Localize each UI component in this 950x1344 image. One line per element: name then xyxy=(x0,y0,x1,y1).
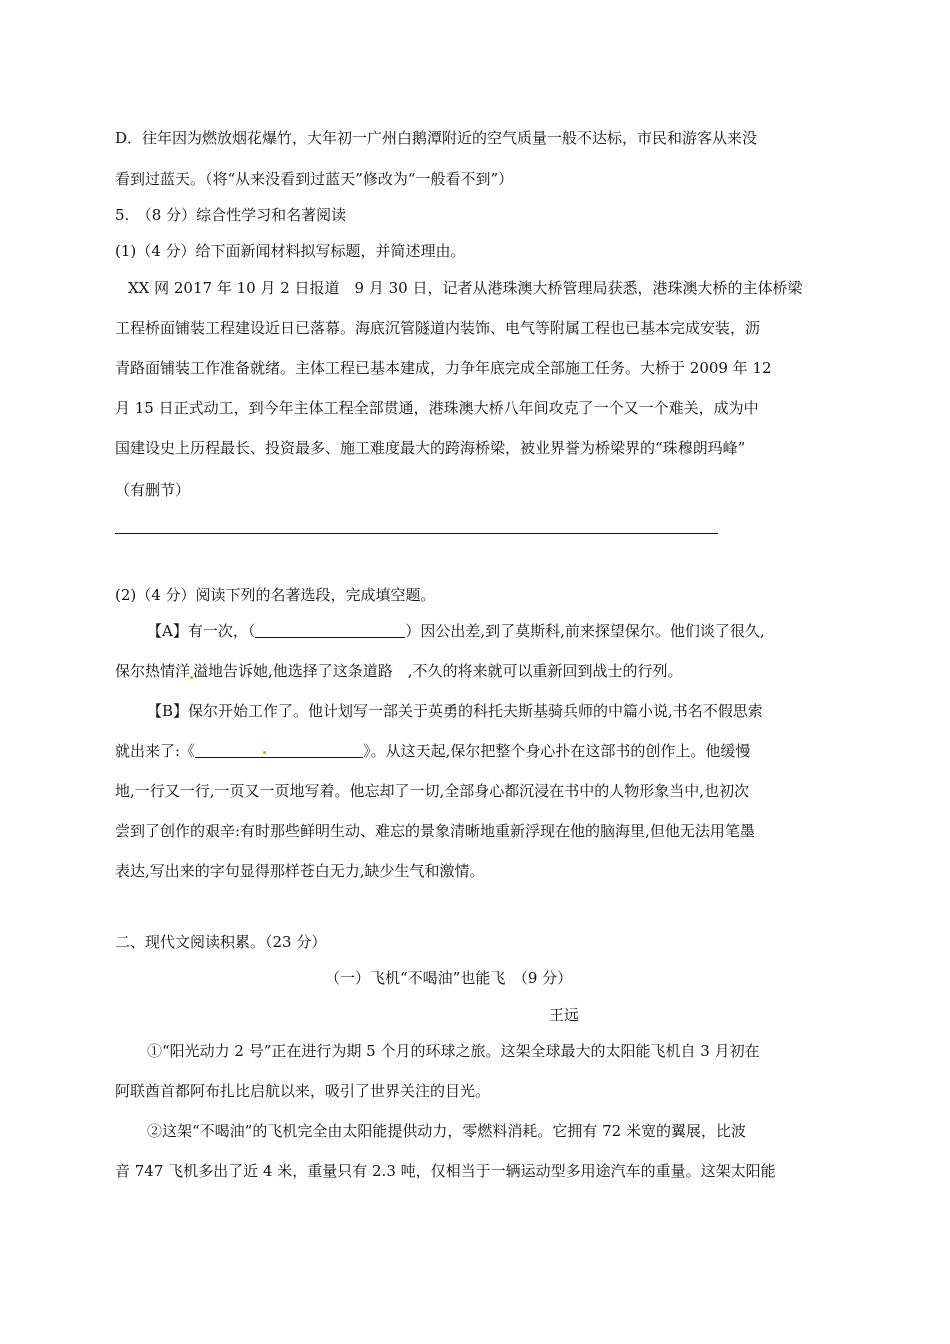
excerpt-b-prefix: 就出来了:《 xyxy=(115,742,196,760)
article-paragraph-line: ②这架“不喝油”的飞机完全由太阳能提供动力，零燃料消耗。它拥有 72 米宽的翼展，比波 xyxy=(147,1122,746,1140)
fill-blank-a[interactable] xyxy=(255,621,405,638)
excerpt-a-line-2 xyxy=(115,661,683,681)
mark-dot xyxy=(263,751,266,754)
article-author: 王远 xyxy=(549,1006,580,1024)
excerpt-b-line: 地,一行又一行,一页又一页地写着。他忘却了一切,全部身心都沉浸在书中的人物形象当中,也初次 xyxy=(115,782,750,800)
answer-line[interactable] xyxy=(115,533,718,534)
excerpt-b-suffix: 》。从这天起,保尔把整个身心扑在这部书的创作上。他缓慢 xyxy=(363,742,751,760)
section-2-title: 二、现代文阅读积累。（23 分） xyxy=(115,933,327,951)
excerpt-b-line-1: 【B】保尔开始工作了。他计划写一部关于英勇的科托夫斯基骑兵师的中篇小说,书名不假思索 xyxy=(147,702,763,720)
excerpt-a-text: 溢地告诉她,他选择了这条道路 ,不久的将来就可以重新回到战士的行列。 xyxy=(193,662,683,680)
excerpt-a-prefix: 【A】有一次，（ xyxy=(147,622,256,640)
fill-blank-b[interactable] xyxy=(195,741,363,758)
article-paragraph-line: 阿联酋首都阿布扎比启航以来，吸引了世界关注的目光。 xyxy=(115,1082,491,1100)
excerpt-a-suffix: ）因公出差,到了莫斯科,前来探望保尔。他们谈了很久, xyxy=(405,622,765,640)
news-line: 月 15 日正式动工，到今年主体工程全部贯通，港珠澳大桥八年间攻克了一个又一个难关，成为中 xyxy=(115,399,759,417)
news-line: 工程桥面铺装工程建设近日已落幕。海底沉管隧道内装饰、电气等附属工程也已基本完成安装，沥 xyxy=(115,319,761,337)
option-d-line-2: 看到过蓝天。（将“从来没看到过蓝天”修改为“一般看不到”） xyxy=(115,170,514,188)
question-5-part-2: (2)（4 分）阅读下列的名著选段，完成填空题。 xyxy=(115,586,436,604)
news-line: 国建设史上历程最长、投资最多、施工难度最大的跨海桥梁，被业界誉为桥梁界的“珠穆朗玛峰” xyxy=(115,439,746,457)
article-title: （一）飞机“不喝油”也能飞 （9 分） xyxy=(325,969,573,987)
question-5-title: 5. （8 分）综合性学习和名著阅读 xyxy=(115,206,347,224)
excerpt-b-line: 表达,写出来的字句显得那样苍白无力,缺少生气和激情。 xyxy=(115,862,485,880)
excerpt-b-line-2 xyxy=(115,741,750,761)
article-paragraph-line: ①“阳光动力 2 号”正在进行为期 5 个月的环球之旅。这架全球最大的太阳能飞机自 3 月初在 xyxy=(147,1042,760,1060)
excerpt-b-line: 尝到了创作的艰辛:有时那些鲜明生动、难忘的景象清晰地重新浮现在他的脑海里,但他无法用笔墨 xyxy=(115,822,755,840)
excerpt-a-text: 保尔热情洋 xyxy=(115,662,191,680)
excerpt-a-line-1 xyxy=(147,621,765,641)
article-paragraph-line: 音 747 飞机多出了近 4 米，重量只有 2.3 吨，仅相当于一辆运动型多用途汽车的重量。这架太阳能 xyxy=(115,1162,776,1180)
news-line: 青路面铺装工作准备就绪。主体工程已基本建成，力争年底完成全部施工任务。大桥于 2009 年 12 xyxy=(115,359,772,377)
option-d-line-1: D．往年因为燃放烟花爆竹，大年初一广州白鹅潭附近的空气质量一般不达标，市民和游客从来没 xyxy=(115,129,758,147)
news-line: XX 网 2017 年 10 月 2 日报道 9 月 30 日，记者从港珠澳大桥管理局获悉，港珠澳大桥的主体桥梁 xyxy=(128,279,803,297)
question-5-part-1: (1)（4 分）给下面新闻材料拟写标题，并简述理由。 xyxy=(115,242,466,260)
news-line: （有删节） xyxy=(115,481,191,499)
